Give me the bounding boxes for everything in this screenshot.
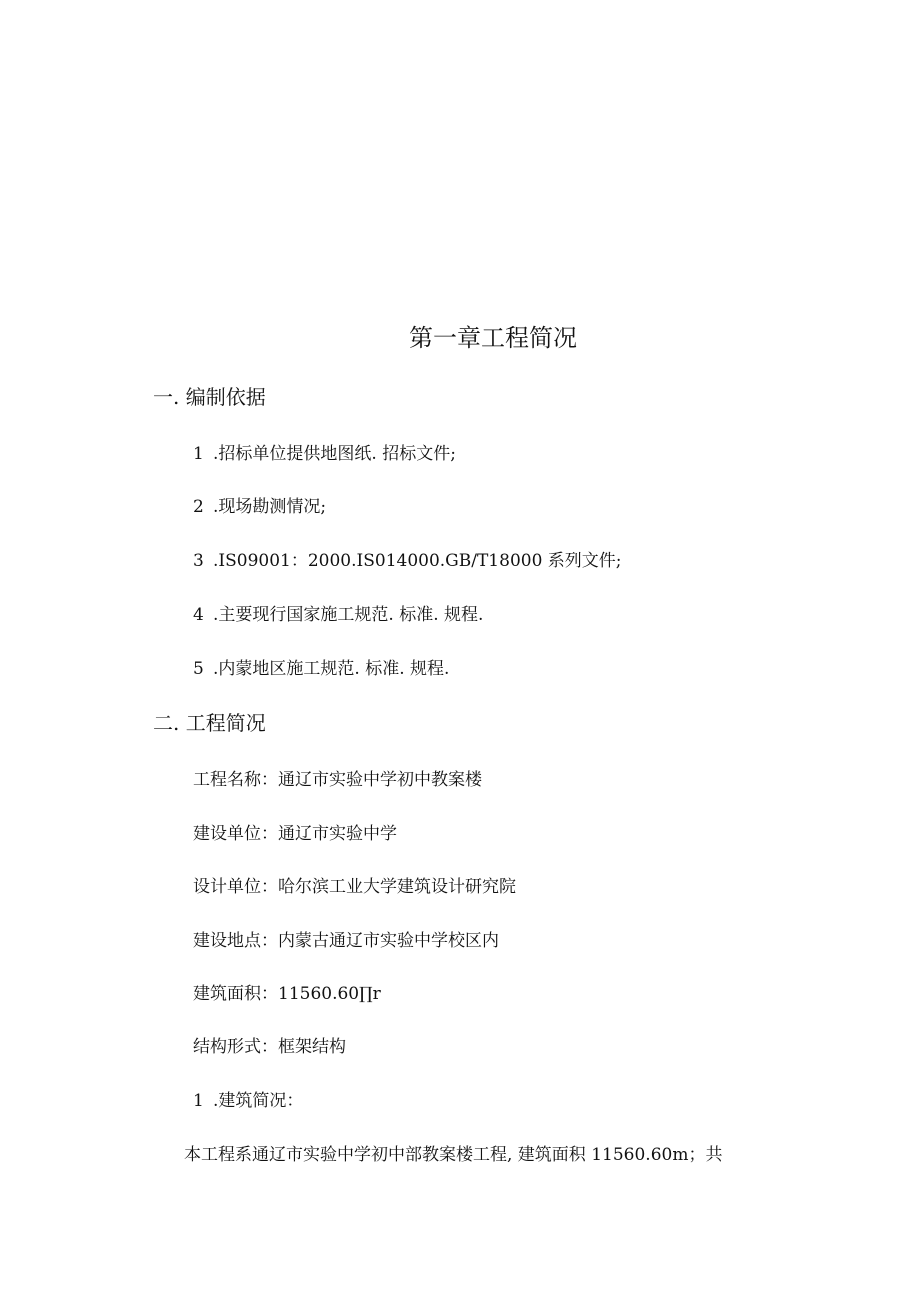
project-name: 工程名称：通辽市实验中学初中教案楼 [193, 770, 482, 790]
basis-item [193, 439, 456, 464]
item-text: .IS09001：2000.IS014000.GB/T18000 系列文件; [213, 551, 622, 571]
subsection-heading [193, 1086, 303, 1111]
item-text: .现场勘测情况; [213, 497, 327, 517]
basis-item [193, 600, 483, 625]
basis-item [193, 654, 449, 679]
chapter-title: 第一章工程简况 [409, 324, 577, 352]
section-heading-overview: 二. 工程简况 [153, 711, 266, 735]
owner-unit: 建设单位：通辽市实验中学 [193, 824, 397, 844]
item-number: 2 [193, 497, 204, 517]
item-text: .主要现行国家施工规范. 标准. 规程. [213, 605, 484, 625]
design-unit: 设计单位：哈尔滨工业大学建筑设计研究院 [193, 877, 516, 897]
item-number: 1 [193, 1091, 204, 1111]
item-number: 4 [193, 605, 204, 625]
body-paragraph: 本工程系通辽市实验中学初中部教案楼工程, 建筑面积 11560.60m；共 [184, 1145, 723, 1165]
building-area: 建筑面积：11560.60∏r [193, 984, 381, 1004]
structure-type: 结构形式：框架结构 [193, 1037, 346, 1057]
basis-item [193, 546, 622, 571]
construction-site: 建设地点：内蒙古通辽市实验中学校区内 [193, 931, 499, 951]
item-number: 1 [193, 444, 204, 464]
item-number: 5 [193, 659, 204, 679]
item-number: 3 [193, 551, 204, 571]
item-text: .建筑简况： [213, 1091, 304, 1111]
item-text: .内蒙地区施工规范. 标准. 规程. [213, 659, 450, 679]
section-heading-basis: 一. 编制依据 [153, 385, 266, 409]
basis-item [193, 492, 326, 517]
item-text: .招标单位提供地图纸. 招标文件; [213, 444, 456, 464]
